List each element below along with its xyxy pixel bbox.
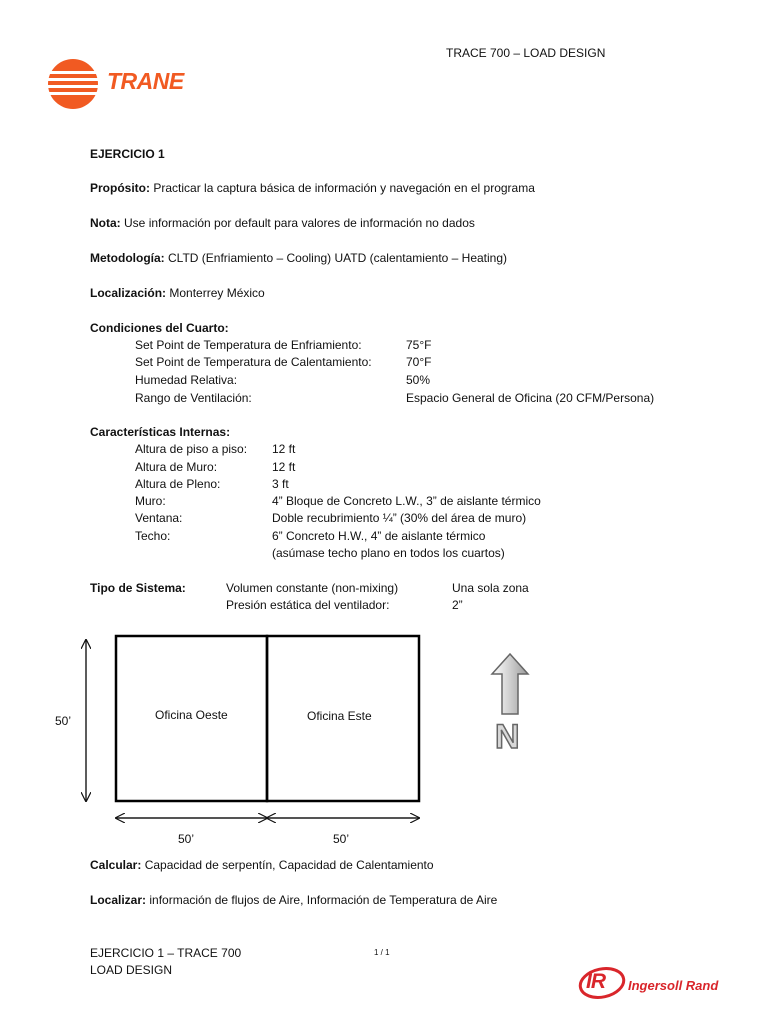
- internal-label: Altura de piso a piso:: [135, 442, 248, 456]
- proposito-text: Practicar la captura básica de información y navegación en el programa: [153, 181, 535, 195]
- internal-value: 3 ft: [272, 477, 289, 491]
- internal-value: 12 ft: [272, 442, 296, 456]
- system-zone: Una sola zona: [452, 581, 529, 595]
- calcular-label: Calcular:: [90, 858, 142, 872]
- localizar-label: Localizar:: [90, 893, 147, 907]
- fan-pressure-value: 2”: [452, 598, 463, 612]
- trane-logo: [48, 58, 198, 112]
- internal-heading: Características Internas:: [90, 425, 231, 439]
- nota-label: Nota:: [90, 216, 121, 230]
- proposito-line: [90, 181, 535, 195]
- north-arrow-icon: [488, 652, 532, 716]
- brand-name: Ingersoll Rand: [628, 978, 719, 993]
- localizar-line: [90, 893, 497, 907]
- room-west-label: Oficina Oeste: [155, 708, 228, 722]
- footer-line1: EJERCICIO 1 – TRACE 700: [90, 946, 242, 960]
- internal-label: Altura de Muro:: [135, 460, 218, 474]
- localizacion-label: Localización:: [90, 286, 167, 300]
- internal-value: 6” Concreto H.W., 4” de aislante térmico: [272, 529, 486, 543]
- width-west-label: 50’: [178, 832, 195, 846]
- internal-label: Muro:: [135, 494, 166, 508]
- document-header-title: TRACE 700 – LOAD DESIGN: [446, 46, 606, 60]
- room-condition-value: 50%: [406, 373, 431, 387]
- system-label: Tipo de Sistema:: [90, 581, 186, 595]
- proposito-label: Propósito:: [90, 181, 150, 195]
- floor-plan-diagram: [0, 630, 440, 845]
- trane-logo-text: TRANE: [107, 68, 184, 94]
- page-number: 1 / 1: [374, 948, 390, 957]
- internal-label: Ventana:: [135, 511, 183, 525]
- metodologia-text: CLTD (Enfriamiento – Cooling) UATD (calentamiento – Heating): [168, 251, 508, 265]
- internal-value: 12 ft: [272, 460, 296, 474]
- room-condition-label: Humedad Relativa:: [135, 373, 238, 387]
- internal-label: Altura de Pleno:: [135, 477, 221, 491]
- metodologia-label: Metodología:: [90, 251, 165, 265]
- room-condition-label: Rango de Ventilación:: [135, 391, 252, 405]
- internal-value: 4” Bloque de Concreto L.W., 3” de aislante térmico: [272, 494, 541, 508]
- calcular-line: [90, 858, 434, 872]
- room-east-label: Oficina Este: [307, 709, 372, 723]
- north-label: N: [495, 718, 520, 756]
- metodologia-line: [90, 251, 507, 265]
- ingersoll-rand-logo: [578, 966, 728, 1000]
- exercise-heading: EJERCICIO 1: [90, 147, 165, 161]
- internal-value: Doble recubrimiento ¼” (30% del área de muro): [272, 511, 527, 525]
- localizacion-line: [90, 286, 265, 300]
- calcular-text: Capacidad de serpentín, Capacidad de Calentamiento: [144, 858, 434, 872]
- localizar-text: información de flujos de Aire, Información de Temperatura de Aire: [149, 893, 498, 907]
- room-condition-value: Espacio General de Oficina (20 CFM/Persona): [406, 391, 655, 405]
- nota-line: [90, 216, 475, 230]
- width-east-label: 50’: [333, 832, 350, 846]
- height-dimension-label: 50’: [55, 714, 72, 728]
- internal-label: Techo:: [135, 529, 171, 543]
- room-condition-value: 70°F: [406, 355, 432, 369]
- nota-text: Use información por default para valores de información no dados: [124, 216, 475, 230]
- room-conditions-heading: Condiciones del Cuarto:: [90, 321, 229, 335]
- room-condition-label: Set Point de Temperatura de Calentamiento:: [135, 355, 372, 369]
- footer-line2: LOAD DESIGN: [90, 963, 173, 977]
- techo-note: (asúmase techo plano en todos los cuartos): [272, 546, 505, 560]
- fan-pressure-label: Presión estática del ventilador:: [226, 598, 390, 612]
- localizacion-text: Monterrey México: [169, 286, 265, 300]
- system-type: Volumen constante (non-mixing): [226, 581, 399, 595]
- ir-mark: IR: [586, 970, 605, 993]
- room-condition-label: Set Point de Temperatura de Enfriamiento:: [135, 338, 362, 352]
- room-condition-value: 75°F: [406, 338, 432, 352]
